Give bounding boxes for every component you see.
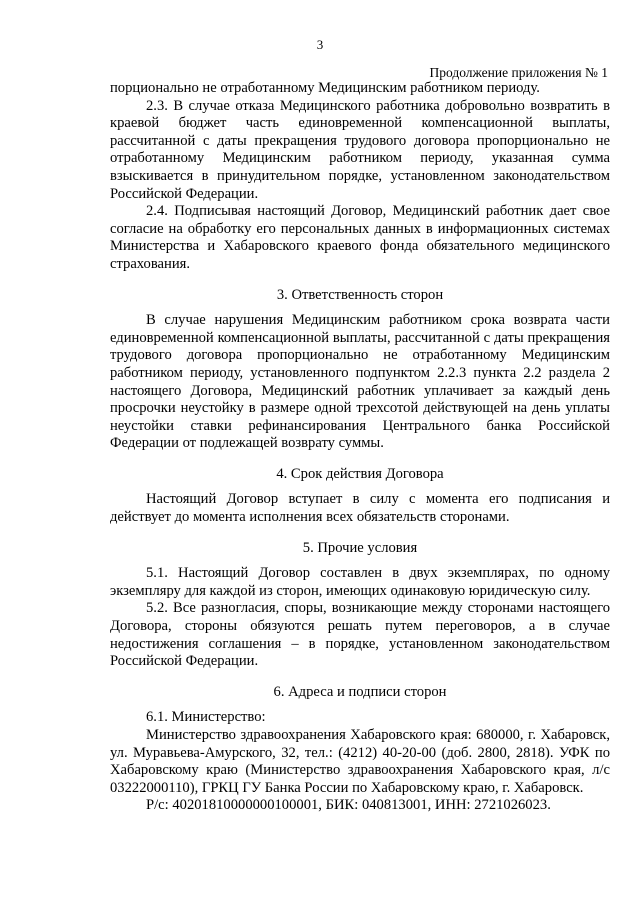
continuation-note: Продолжение приложения № 1: [429, 65, 608, 80]
paragraph-2-4: 2.4. Подписывая настоящий Договор, Медицинский работник дает свое согласие на обработку его персональных данных в информационных системах Министерства и Хабаровского краевого фонда обязательного медицинского страхования.: [110, 203, 610, 272]
paragraph-6-1: 6.1. Министерство:: [146, 709, 266, 726]
paragraph-4: Настоящий Договор вступает в силу с момента его подписания и действует до момента исполнения всех обязательств сторонами.: [110, 491, 610, 526]
section-6-heading: 6. Адреса и подписи сторон: [273, 683, 447, 700]
section-3-heading: 3. Ответственность сторон: [276, 286, 444, 303]
paragraph-2-3: 2.3. В случае отказа Медицинского работника добровольно возвратить в краевой бюджет часть единовременной компенсационной выплаты, рассчитанной с даты прекращения трудового договора пропорционально не отработанному Медицинским работником периоду, указанная сумма взыскивается в принудительном порядке, установленном законодательством Российской Федерации.: [110, 97, 610, 202]
paragraph-3: В случае нарушения Медицинским работником срока возврата части единовременной компенсационной выплаты, рассчитанной с даты прекращения трудового договора пропорционально не отработанному Медицинским работником периоду, установленного подпунктом 2.2.3 пункта 2.2 раздела 2 настоящего Договора, Медицинский работник уплачивает за каждый день просрочки неустойку в размере одной трехсотой действующей на день уплаты неустойки ставки рефинансирования Центрального банка Российской Федерации от подлежащей возврату суммы.: [110, 312, 610, 452]
page-number: 3: [316, 37, 324, 52]
paragraph-5-2: 5.2. Все разногласия, споры, возникающие между сторонами настоящего Договора, стороны обязуются решать путем переговоров, а в случае недостижения соглашения – в порядке, установленном законодательством Российской Федерации.: [110, 600, 610, 670]
ministry-address: Министерство здравоохранения Хабаровского края: 680000, г. Хабаровск, ул. Муравьева-Амурского, 32, тел.: (4212) 40-20-00 (доб. 2800, 2818). УФК по Хабаровскому краю (Министерство здравоохранения Хабаровского края, л/с 03222000110), ГРКЦ ГУ Банка России по Хабаровскому краю, г. Хабаровск.: [110, 727, 610, 796]
section-5-heading: 5. Прочие условия: [302, 539, 418, 556]
paragraph-2-2-end: порционально не отработанному Медицинским работником периоду.: [110, 80, 540, 96]
section-4-heading: 4. Срок действия Договора: [276, 465, 444, 482]
ministry-bank-details: Р/с: 40201810000000100001, БИК: 040813001, ИНН: 2721026023.: [146, 797, 551, 814]
document-body: [110, 80, 610, 815]
paragraph-5-1: 5.1. Настоящий Договор составлен в двух экземплярах, по одному экземпляру для каждой из сторон, имеющих одинаковую юридическую силу.: [110, 565, 610, 599]
